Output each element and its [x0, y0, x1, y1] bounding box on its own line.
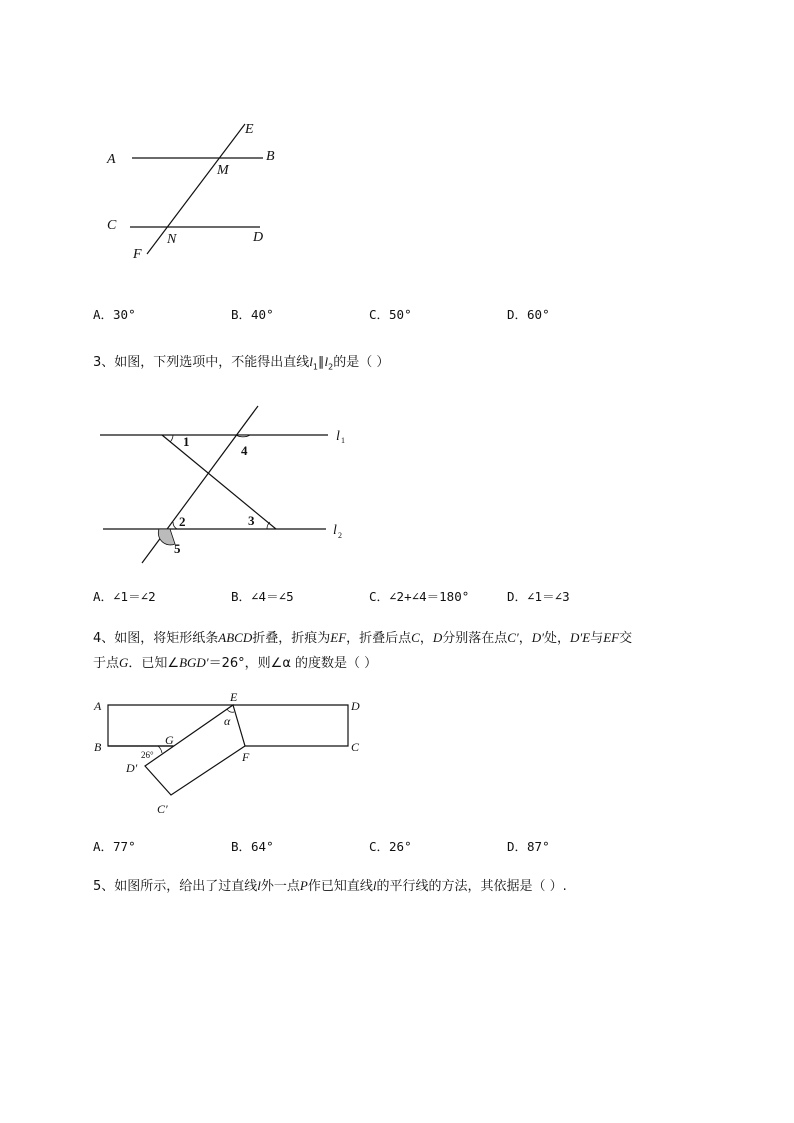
label-D-prime: D′ — [126, 761, 138, 775]
q4-text: 4、如图，将矩形纸条 — [93, 631, 219, 646]
question-4-stem-line1 — [93, 626, 632, 650]
q4-options — [93, 837, 753, 855]
q5-p: P — [299, 878, 308, 893]
label-D: D — [253, 230, 264, 245]
folded-rectangle-figure — [90, 688, 380, 823]
q4-text: 于点 — [93, 656, 120, 671]
q4-c: C — [411, 630, 420, 645]
label-E: E — [230, 690, 238, 704]
q5-l: l — [257, 878, 261, 893]
question-5-stem — [93, 874, 567, 898]
label-B: B — [94, 740, 102, 754]
label-A: A — [94, 699, 102, 713]
q4-ef: EF — [330, 630, 347, 645]
q4-d-prime: D′ — [570, 630, 583, 645]
label-F: F — [133, 247, 142, 262]
option-b[interactable]: B．40° — [231, 307, 274, 322]
angle-1-label: 1 — [183, 434, 190, 449]
angle-4-label: 4 — [241, 443, 248, 458]
label-A: A — [107, 152, 116, 167]
q4-g: G — [119, 655, 129, 670]
option-c[interactable]: C．50° — [369, 307, 412, 322]
option-c[interactable]: C．∠2+∠4＝180° — [369, 589, 470, 604]
question-3-stem — [93, 350, 389, 379]
q4-text: ，折叠后点 — [346, 631, 412, 646]
label-E: E — [245, 122, 254, 137]
q4-text: 与 — [590, 631, 604, 646]
q4-d: D — [432, 630, 443, 645]
label-26-degrees: 26° — [141, 750, 154, 760]
option-d[interactable]: D．∠1＝∠3 — [507, 589, 570, 604]
line-l1-label: l — [336, 429, 340, 444]
q4-text: 交 — [619, 631, 633, 646]
q4-text: 折叠，折痕为 — [252, 631, 331, 646]
q3-l1: l — [309, 354, 313, 369]
label-M: M — [217, 163, 229, 178]
q2-options — [93, 305, 753, 323]
q3-stem-prefix: 3、如图，下列选项中，不能得出直线 — [93, 355, 310, 370]
question-4-stem-line2 — [93, 651, 377, 675]
option-b[interactable]: B．∠4＝∠5 — [231, 589, 294, 604]
q4-bgd: BGD′ — [179, 655, 209, 670]
q3-l2: l — [324, 354, 329, 369]
q5-text: 外一点 — [260, 879, 300, 894]
option-a[interactable]: A．∠1＝∠2 — [93, 589, 156, 604]
q4-d-prime: D′ — [531, 630, 545, 645]
option-d[interactable]: D．60° — [507, 307, 550, 322]
label-D: D — [351, 699, 360, 713]
label-F: F — [242, 750, 250, 764]
label-C: C — [107, 218, 117, 233]
q5-l: l — [372, 878, 377, 893]
label-G: G — [165, 733, 174, 747]
parallel-lines-figure-2 — [95, 398, 365, 568]
q3-stem-suffix: 的是（ ） — [333, 355, 390, 370]
q5-text: 作已知直线 — [307, 879, 373, 894]
q4-text: ．已知∠ — [128, 656, 180, 671]
q5-text: 5、如图所示，给出了过直线 — [93, 879, 258, 894]
label-B: B — [266, 149, 275, 164]
option-b[interactable]: B．64° — [231, 839, 274, 854]
q4-text: ＝26°，则∠α 的度数是（ ） — [208, 656, 378, 671]
label-alpha: α — [224, 714, 231, 728]
option-c[interactable]: C．26° — [369, 839, 412, 854]
angle-3-label: 3 — [248, 513, 255, 528]
angle-5-label: 5 — [174, 541, 181, 556]
angle-2-label: 2 — [179, 514, 186, 529]
q3-options — [93, 587, 753, 605]
q4-text: 处， — [544, 631, 571, 646]
q4-text: 分别落在点 — [442, 631, 508, 646]
q4-abcd: ABCD — [218, 630, 253, 645]
q5-text: 的平行线的方法，其依据是（ ）. — [376, 879, 567, 894]
q3-l2-sub: 2 — [328, 362, 334, 372]
option-d[interactable]: D．87° — [507, 839, 550, 854]
q3-parallel: ∥ — [318, 355, 325, 370]
q4-ef: EF — [603, 630, 620, 645]
line-l2-sub: 2 — [338, 531, 342, 540]
q4-text: ， — [518, 631, 532, 646]
label-N: N — [167, 232, 177, 247]
option-a[interactable]: A．30° — [93, 307, 136, 322]
q4-e: E — [582, 630, 591, 645]
label-C: C — [351, 740, 360, 754]
option-a[interactable]: A．77° — [93, 839, 136, 854]
q4-c-prime: C′ — [507, 630, 519, 645]
line-l1-sub: 1 — [341, 436, 345, 445]
parallel-lines-figure-1 — [95, 110, 295, 270]
line-l2-label: l — [333, 523, 337, 538]
q3-l1-sub: 1 — [312, 362, 318, 372]
label-C-prime: C′ — [157, 802, 168, 816]
q4-text: ， — [419, 631, 433, 646]
